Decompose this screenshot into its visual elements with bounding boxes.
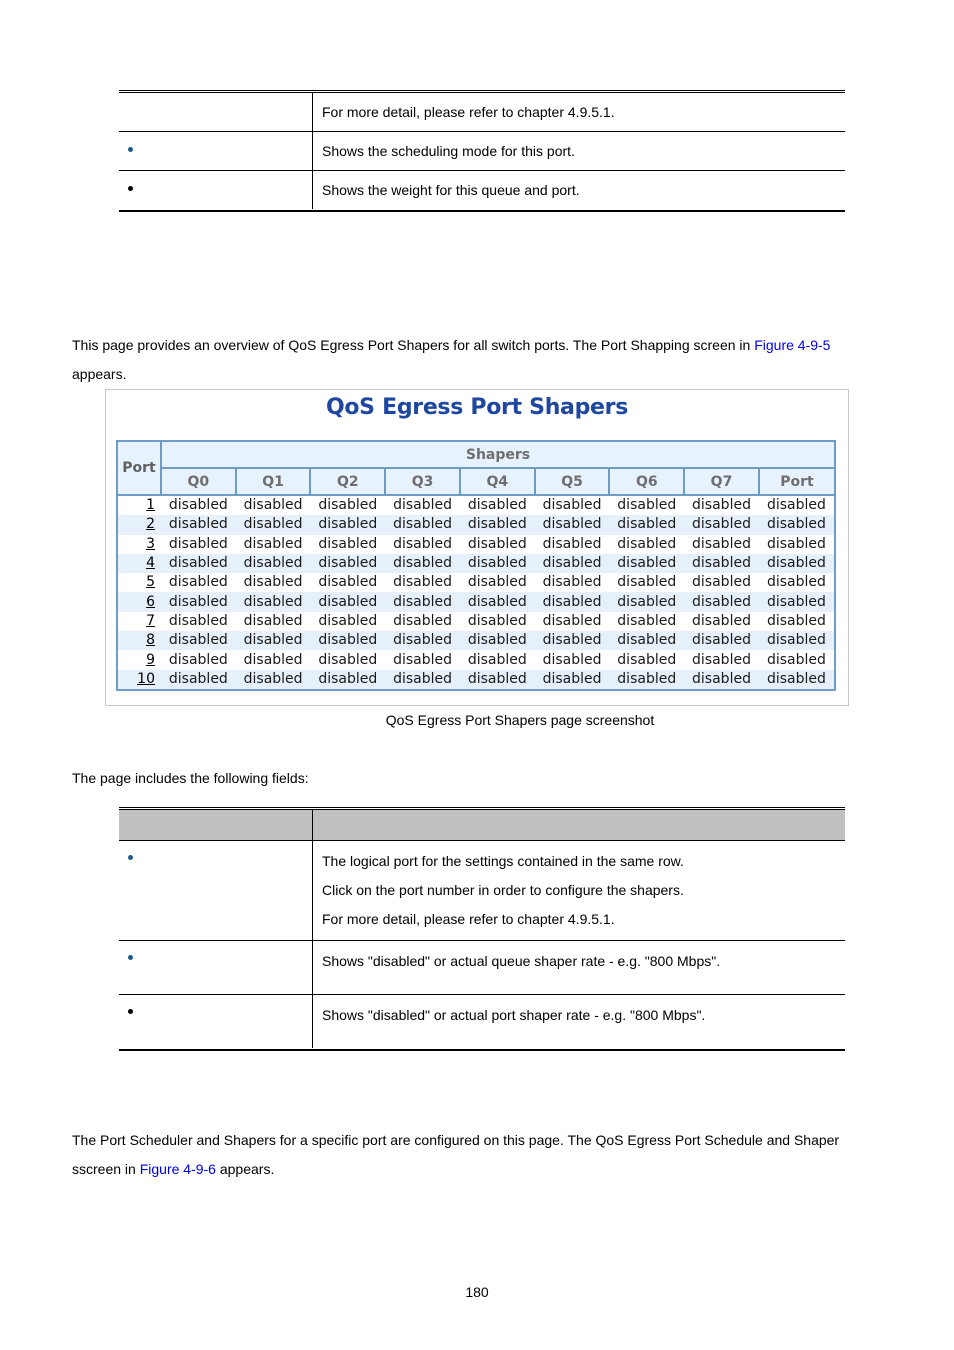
- description-line: Shows "disabled" or actual port shaper rate - e.g. "800 Mbps".: [322, 1007, 706, 1023]
- shaper-value-cell: disabled: [310, 612, 385, 631]
- shaper-value-cell: disabled: [161, 535, 236, 554]
- table-row: [117, 515, 835, 534]
- description-cell: [313, 941, 846, 995]
- shaper-value-cell: disabled: [535, 631, 610, 650]
- shaper-value-cell: disabled: [161, 515, 236, 534]
- shaper-value-cell: disabled: [236, 554, 311, 573]
- shaper-value-cell: disabled: [609, 631, 684, 650]
- port-cell: [117, 631, 161, 650]
- port-link[interactable]: 6: [146, 593, 155, 610]
- shaper-value-cell: disabled: [385, 612, 460, 631]
- shaper-value-cell: disabled: [535, 535, 610, 554]
- shaper-value-cell: disabled: [460, 495, 535, 515]
- shaper-value-cell: disabled: [236, 573, 311, 592]
- shaper-value-cell: disabled: [609, 495, 684, 515]
- description-line: The logical port for the settings contained in the same row.: [322, 853, 684, 869]
- shaper-value-cell: disabled: [161, 670, 236, 690]
- column-header-q0: Q0: [161, 468, 236, 495]
- description-line: For more detail, please refer to chapter 4.9.5.1.: [322, 911, 615, 927]
- shaper-value-cell: disabled: [236, 535, 311, 554]
- shaper-value-cell: disabled: [236, 515, 311, 534]
- shaper-value-cell: disabled: [161, 650, 236, 669]
- shaper-value-cell: disabled: [535, 515, 610, 534]
- shaper-value-cell: disabled: [759, 495, 835, 515]
- column-header-q2: Q2: [310, 468, 385, 495]
- object-cell: [119, 941, 313, 995]
- top-table-row: [119, 132, 845, 171]
- outro-text-after: appears.: [215, 1161, 275, 1177]
- port-link[interactable]: 2: [146, 516, 155, 533]
- shaper-value-cell: disabled: [684, 535, 759, 554]
- shaper-value-cell: disabled: [385, 650, 460, 669]
- shaper-value-cell: disabled: [609, 554, 684, 573]
- shaper-value-cell: disabled: [684, 631, 759, 650]
- description-cell: [313, 995, 846, 1049]
- shaper-value-cell: disabled: [310, 631, 385, 650]
- shaper-value-cell: disabled: [684, 650, 759, 669]
- shaper-value-cell: disabled: [310, 515, 385, 534]
- column-header-q4: Q4: [460, 468, 535, 495]
- shaper-value-cell: disabled: [310, 535, 385, 554]
- shaper-value-cell: disabled: [310, 495, 385, 515]
- shaper-value-cell: disabled: [310, 650, 385, 669]
- shaper-value-cell: disabled: [460, 670, 535, 690]
- column-header-q3: Q3: [385, 468, 460, 495]
- port-header: Port: [117, 441, 161, 495]
- shaper-value-cell: disabled: [609, 592, 684, 611]
- port-link[interactable]: 4: [146, 555, 155, 572]
- top-field-table: [119, 90, 845, 212]
- shaper-value-cell: disabled: [310, 554, 385, 573]
- table-row: [117, 612, 835, 631]
- shaper-value-cell: disabled: [385, 670, 460, 690]
- shaper-value-cell: disabled: [684, 495, 759, 515]
- shaper-value-cell: disabled: [310, 592, 385, 611]
- shaper-value-cell: disabled: [535, 592, 610, 611]
- fields-table: [119, 807, 845, 1051]
- figure-caption: QoS Egress Port Shapers page screenshot: [385, 712, 655, 728]
- figure-link-4-9-6[interactable]: Figure 4-9-6: [139, 1161, 216, 1177]
- shaper-value-cell: disabled: [609, 670, 684, 690]
- shaper-value-cell: disabled: [385, 573, 460, 592]
- table-row: [117, 592, 835, 611]
- shaper-value-cell: disabled: [460, 554, 535, 573]
- object-cell: [119, 995, 313, 1049]
- object-cell: [119, 841, 313, 941]
- shaper-value-cell: disabled: [684, 554, 759, 573]
- shaper-value-cell: disabled: [684, 670, 759, 690]
- shaper-value-cell: disabled: [161, 592, 236, 611]
- shaper-value-cell: disabled: [535, 650, 610, 669]
- shaper-value-cell: disabled: [385, 535, 460, 554]
- top-table-row: [119, 93, 845, 132]
- shaper-value-cell: disabled: [609, 650, 684, 669]
- table-row: [117, 554, 835, 573]
- shaper-value-cell: disabled: [759, 650, 835, 669]
- shaper-value-cell: disabled: [236, 612, 311, 631]
- port-cell: [117, 650, 161, 669]
- bullet-icon: [128, 955, 133, 960]
- port-link[interactable]: 8: [146, 632, 155, 649]
- outro-paragraph: [72, 1126, 882, 1184]
- shaper-value-cell: disabled: [460, 612, 535, 631]
- port-cell: [117, 670, 161, 690]
- port-link[interactable]: 10: [137, 670, 155, 687]
- port-cell: [117, 592, 161, 611]
- object-cell: [119, 93, 313, 132]
- figure-link-4-9-5[interactable]: Figure 4-9-5: [754, 337, 831, 353]
- qos-screenshot: [105, 389, 849, 706]
- table-row: [117, 650, 835, 669]
- port-link[interactable]: 9: [146, 651, 155, 668]
- outro-text: The Port Scheduler and Shapers for a specific port are configured on this page. The QoS Egress Port Schedule and Shaper sscreen in: [72, 1132, 840, 1177]
- bullet-icon: [128, 186, 133, 191]
- table-row: [117, 535, 835, 554]
- port-link[interactable]: 3: [146, 535, 155, 552]
- table-row: [117, 631, 835, 650]
- fields-table-row: [119, 941, 845, 995]
- shaper-value-cell: disabled: [385, 495, 460, 515]
- shaper-value-cell: disabled: [684, 612, 759, 631]
- shaper-value-cell: disabled: [161, 573, 236, 592]
- port-cell: [117, 612, 161, 631]
- description-text: Shows the scheduling mode for this port.: [322, 143, 575, 159]
- screenshot-title: QoS Egress Port Shapers: [325, 395, 629, 420]
- shaper-value-cell: disabled: [385, 592, 460, 611]
- shaper-value-cell: disabled: [236, 592, 311, 611]
- shaper-value-cell: disabled: [535, 612, 610, 631]
- column-header-q7: Q7: [684, 468, 759, 495]
- shaper-value-cell: disabled: [759, 592, 835, 611]
- column-header-q1: Q1: [236, 468, 311, 495]
- port-cell: [117, 573, 161, 592]
- shaper-value-cell: disabled: [684, 515, 759, 534]
- table-row: [117, 670, 835, 690]
- shaper-value-cell: disabled: [460, 573, 535, 592]
- shaper-value-cell: disabled: [535, 670, 610, 690]
- fields-table-row: [119, 995, 845, 1049]
- table-row: [117, 495, 835, 515]
- shaper-value-cell: disabled: [759, 612, 835, 631]
- description-text: Shows the weight for this queue and port.: [322, 182, 580, 198]
- port-cell: [117, 515, 161, 534]
- shapers-group-header: Shapers: [161, 441, 835, 468]
- column-header-q5: Q5: [535, 468, 610, 495]
- bullet-icon: [128, 147, 133, 152]
- shaper-value-cell: disabled: [161, 495, 236, 515]
- description-cell: [313, 841, 846, 941]
- shaper-value-cell: disabled: [460, 592, 535, 611]
- port-link[interactable]: 5: [146, 574, 155, 591]
- shaper-value-cell: disabled: [759, 631, 835, 650]
- shapers-table: [116, 440, 836, 691]
- port-cell: [117, 495, 161, 515]
- column-header-q6: Q6: [609, 468, 684, 495]
- shaper-value-cell: disabled: [759, 573, 835, 592]
- description-cell: [313, 93, 846, 132]
- bullet-icon: [128, 855, 133, 860]
- page-number: 180: [465, 1284, 489, 1300]
- shaper-value-cell: disabled: [759, 515, 835, 534]
- shaper-value-cell: disabled: [460, 650, 535, 669]
- description-line: Click on the port number in order to configure the shapers.: [322, 882, 684, 898]
- port-link[interactable]: 7: [146, 612, 155, 629]
- fields-intro: The page includes the following fields:: [72, 770, 309, 786]
- shaper-value-cell: disabled: [310, 670, 385, 690]
- shaper-value-cell: disabled: [609, 535, 684, 554]
- port-cell: [117, 554, 161, 573]
- object-cell: [119, 132, 313, 171]
- shaper-value-cell: disabled: [385, 631, 460, 650]
- shaper-value-cell: disabled: [236, 631, 311, 650]
- shaper-value-cell: disabled: [684, 573, 759, 592]
- shaper-value-cell: disabled: [609, 515, 684, 534]
- port-link[interactable]: 1: [146, 497, 155, 514]
- port-cell: [117, 535, 161, 554]
- shaper-value-cell: disabled: [385, 554, 460, 573]
- description-cell: [313, 171, 846, 210]
- shaper-value-cell: disabled: [161, 631, 236, 650]
- shaper-value-cell: disabled: [161, 554, 236, 573]
- top-table-row: [119, 171, 845, 210]
- shaper-value-cell: disabled: [310, 573, 385, 592]
- object-cell: [119, 171, 313, 210]
- shaper-value-cell: disabled: [535, 495, 610, 515]
- intro-paragraph: [72, 331, 872, 389]
- intro-text: This page provides an overview of QoS Egress Port Shapers for all switch ports. The Port Shapping screen in: [72, 337, 755, 353]
- shaper-value-cell: disabled: [236, 670, 311, 690]
- shaper-value-cell: disabled: [236, 495, 311, 515]
- shaper-value-cell: disabled: [609, 612, 684, 631]
- column-header-port: Port: [759, 468, 835, 495]
- description-cell: [313, 132, 846, 171]
- description-text: For more detail, please refer to chapter 4.9.5.1.: [322, 104, 615, 120]
- description-line: Shows "disabled" or actual queue shaper rate - e.g. "800 Mbps".: [322, 953, 721, 969]
- shaper-value-cell: disabled: [759, 554, 835, 573]
- shaper-value-cell: disabled: [460, 515, 535, 534]
- bullet-icon: [128, 1009, 133, 1014]
- shaper-value-cell: disabled: [684, 592, 759, 611]
- shaper-value-cell: disabled: [759, 670, 835, 690]
- shaper-value-cell: disabled: [161, 612, 236, 631]
- table-row: [117, 573, 835, 592]
- shaper-value-cell: disabled: [609, 573, 684, 592]
- shaper-value-cell: disabled: [535, 554, 610, 573]
- shaper-value-cell: disabled: [759, 535, 835, 554]
- intro-text-after: appears.: [72, 366, 127, 382]
- fields-table-row: [119, 841, 845, 941]
- shaper-value-cell: disabled: [460, 535, 535, 554]
- shaper-value-cell: disabled: [385, 515, 460, 534]
- shaper-value-cell: disabled: [460, 631, 535, 650]
- shaper-value-cell: disabled: [236, 650, 311, 669]
- shaper-value-cell: disabled: [535, 573, 610, 592]
- fields-table-header: [119, 810, 845, 841]
